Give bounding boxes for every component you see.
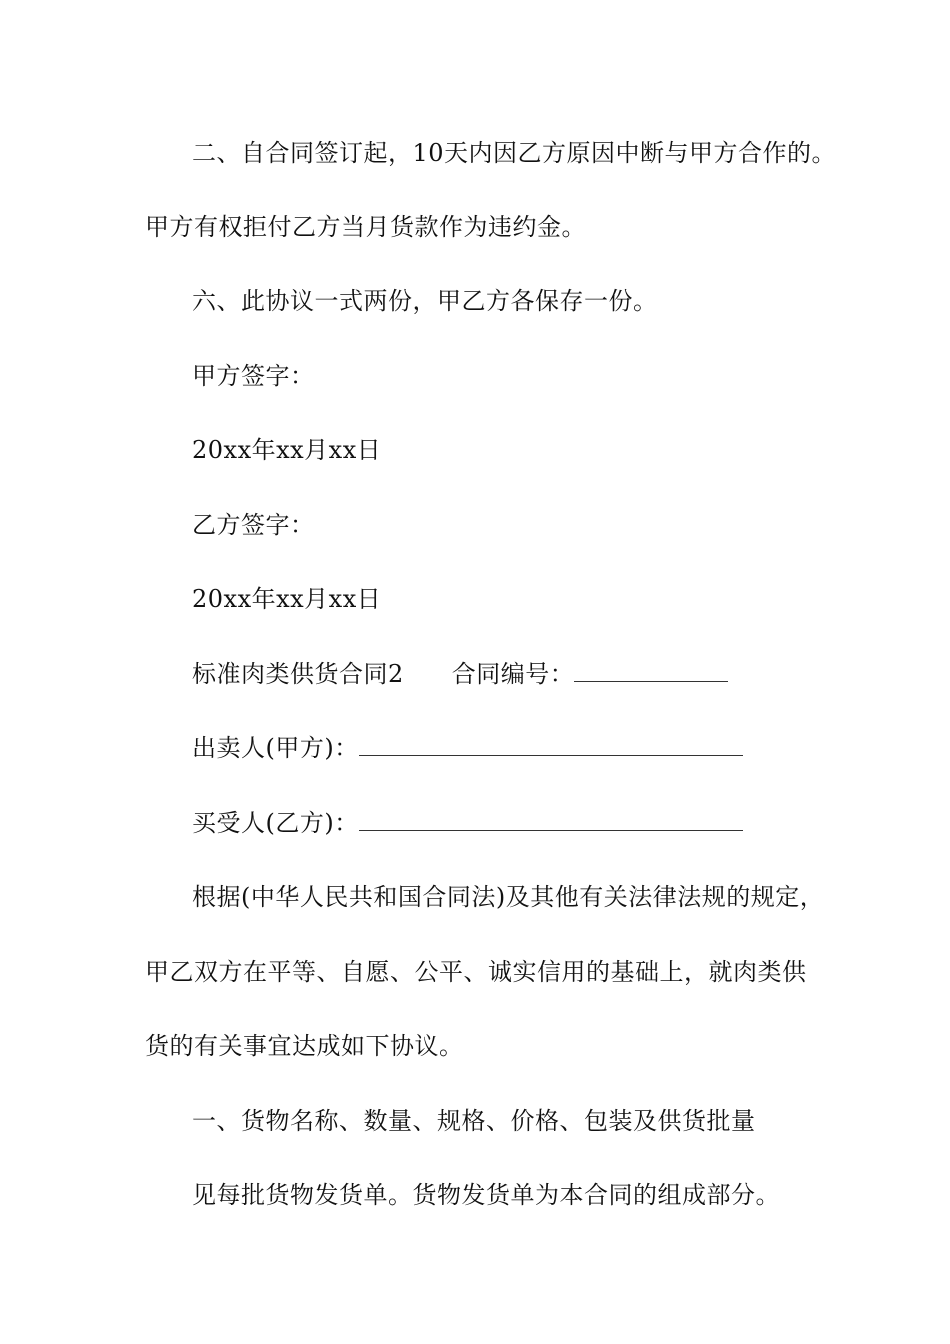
- paragraph-clause-6: 六、此协议一式两份，甲乙方各保存一份。: [192, 287, 658, 315]
- contract-number-blank: [574, 659, 728, 682]
- buyer-blank: [359, 808, 743, 831]
- party-b-signature-label: 乙方签字：: [192, 511, 315, 539]
- party-b-date: 20xx年xx月xx日: [192, 585, 382, 613]
- paragraph-section-1: 见每批货物发货单。货物发货单为本合同的组成部分。: [192, 1181, 780, 1209]
- paragraph-clause-2-cont: 甲方有权拒付乙方当月货款作为违约金。: [145, 213, 586, 241]
- buyer-label: 买受人(乙方)：: [192, 809, 359, 837]
- seller-line: [192, 733, 743, 763]
- contract-header-line: [192, 659, 728, 689]
- contract-title: 标准肉类供货合同2: [192, 660, 404, 688]
- party-a-date: 20xx年xx月xx日: [192, 436, 382, 464]
- seller-blank: [359, 733, 743, 756]
- party-a-signature-label: 甲方签字：: [192, 362, 315, 390]
- contract-number-label: 合同编号：: [451, 660, 575, 688]
- paragraph-preamble-3: 货的有关事宜达成如下协议。: [145, 1032, 464, 1060]
- section-heading-1: 一、货物名称、数量、规格、价格、包装及供货批量: [192, 1107, 756, 1135]
- buyer-line: [192, 808, 743, 838]
- paragraph-clause-2: 二、自合同签订起，10天内因乙方原因中断与甲方合作的。: [192, 139, 837, 167]
- paragraph-preamble-1: 根据(中华人民共和国合同法)及其他有关法律法规的规定，: [192, 883, 825, 911]
- seller-label: 出卖人(甲方)：: [192, 734, 359, 762]
- paragraph-preamble-2: 甲乙双方在平等、自愿、公平、诚实信用的基础上，就肉类供: [145, 958, 807, 986]
